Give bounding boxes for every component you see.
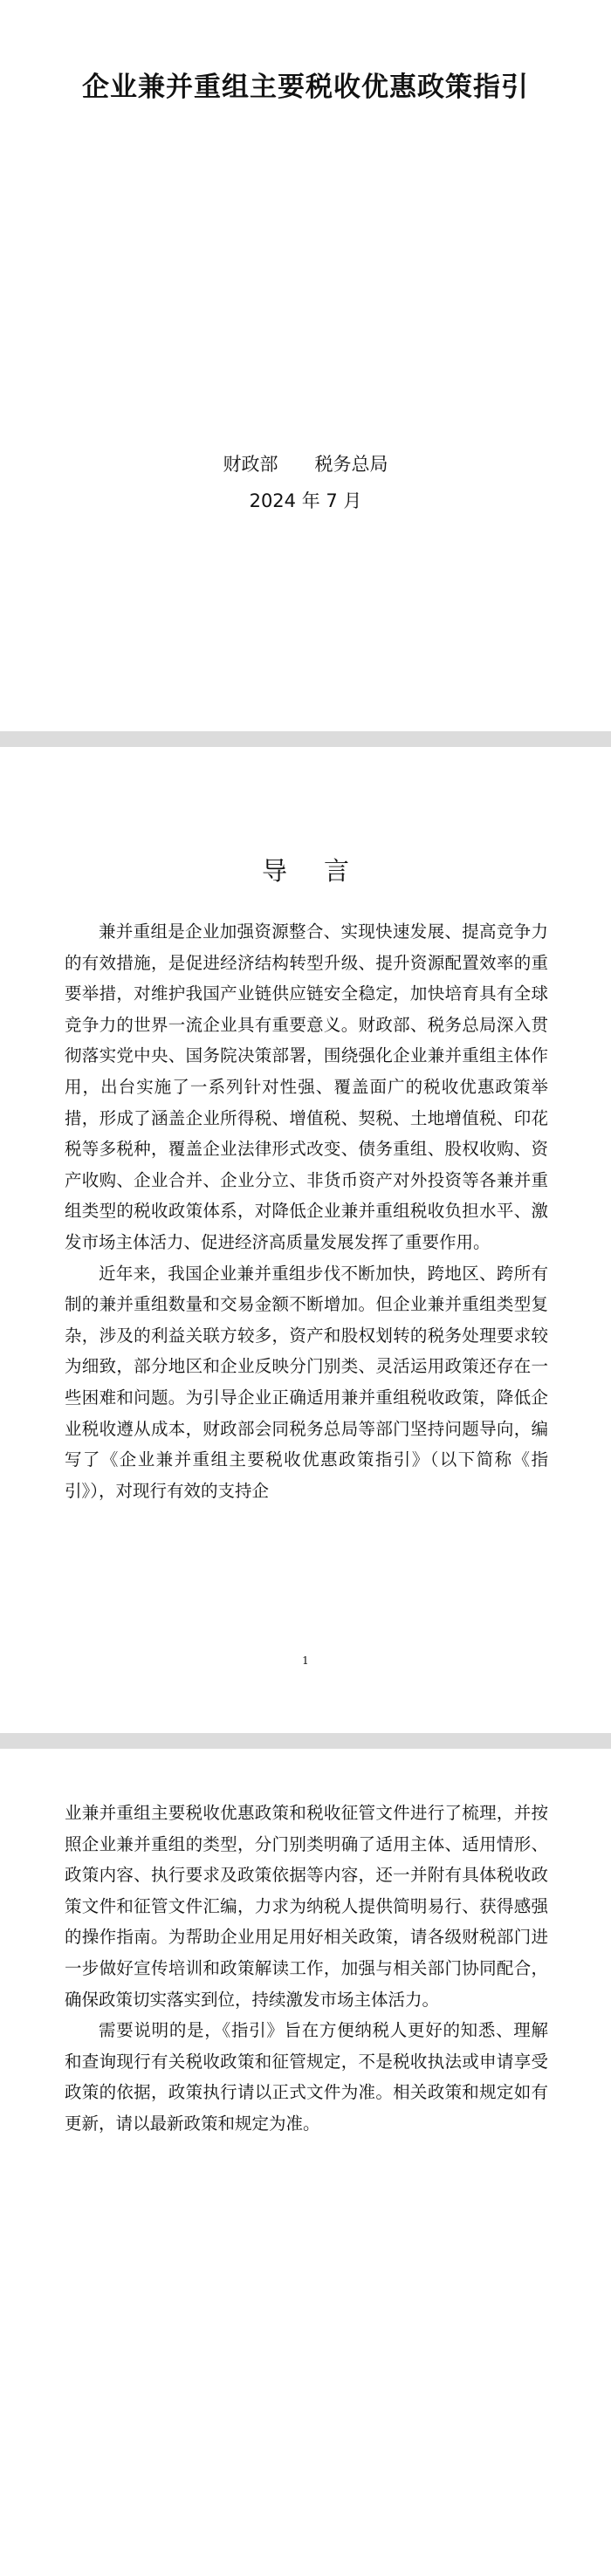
continuation-body [65,1798,548,2140]
foreword-heading: 导言 [261,856,386,886]
cover-page [0,0,611,731]
page-number: 1 [302,1655,309,1667]
foreword-page [0,747,611,1733]
continuation-paragraph-1: 业兼并重组主要税收优惠政策和税收征管文件进行了梳理，并按照企业兼并重组的类型，分门别类明确了适用主体、适用情形、政策内容、执行要求及政策依据等内容，还一并附有具体税收政策文件和征管文件汇编，力求为纳税人提供简明易行、获得感强的操作指南。为帮助企业用足用好相关政策，请各级财税部门进一步做好宣传培训和政策解读工作，加强与相关部门协同配合，确保政策切实落实到位，持续激发市场主体活力。 [65,1803,548,2010]
continuation-page [0,1749,611,2576]
foreword-paragraph-2: 近年来，我国企业兼并重组步伐不断加快，跨地区、跨所有制的兼并重组数量和交易金额不断增加。但企业兼并重组类型复杂，涉及的利益关联方较多，资产和股权划转的税务处理要求较为细致，部分地区和企业反映分门别类、灵活运用政策还存在一些困难和问题。为引导企业正确适用兼并重组税收政策，降低企业税收遵从成本，财政部会同税务总局等部门坚持问题导向，编写了《企业兼并重组主要税收优惠政策指引》（以下简称《指引》），对现行有效的支持企 [65,1263,548,1501]
publication-date: 2024 年 7 月 [249,490,362,511]
issuer-line: 财政部 税务总局 [223,454,388,475]
foreword-paragraph-1: 兼并重组是企业加强资源整合、实现快速发展、提高竞争力的有效措施，是促进经济结构转型升级、提升资源配置效率的重要举措，对维护我国产业链供应链安全稳定，加快培育具有全球竞争力的世界一流企业具有重要意义。财政部、税务总局深入贯彻落实党中央、国务院决策部署，围绕强化企业兼并重组主体作用，出台实施了一系列针对性强、覆盖面广的税收优惠政策举措，形成了涵盖企业所得税、增值税、契税、土地增值税、印花税等多税种，覆盖企业法律形式改变、债务重组、股权收购、资产收购、企业合并、企业分立、非货币资产对外投资等各兼并重组类型的税收政策体系，对降低企业兼并重组税收负担水平、激发市场主体活力、促进经济高质量发展发挥了重要作用。 [65,921,548,1252]
document-title: 企业兼并重组主要税收优惠政策指引 [82,72,529,103]
foreword-body [65,916,548,1506]
continuation-paragraph-2: 需要说明的是，《指引》旨在方便纳税人更好的知悉、理解和查询现行有关税收政策和征管规定，不是税收执法或申请享受政策的依据，政策执行请以正式文件为准。相关政策和规定如有更新，请以最新政策和规定为准。 [65,2020,548,2134]
